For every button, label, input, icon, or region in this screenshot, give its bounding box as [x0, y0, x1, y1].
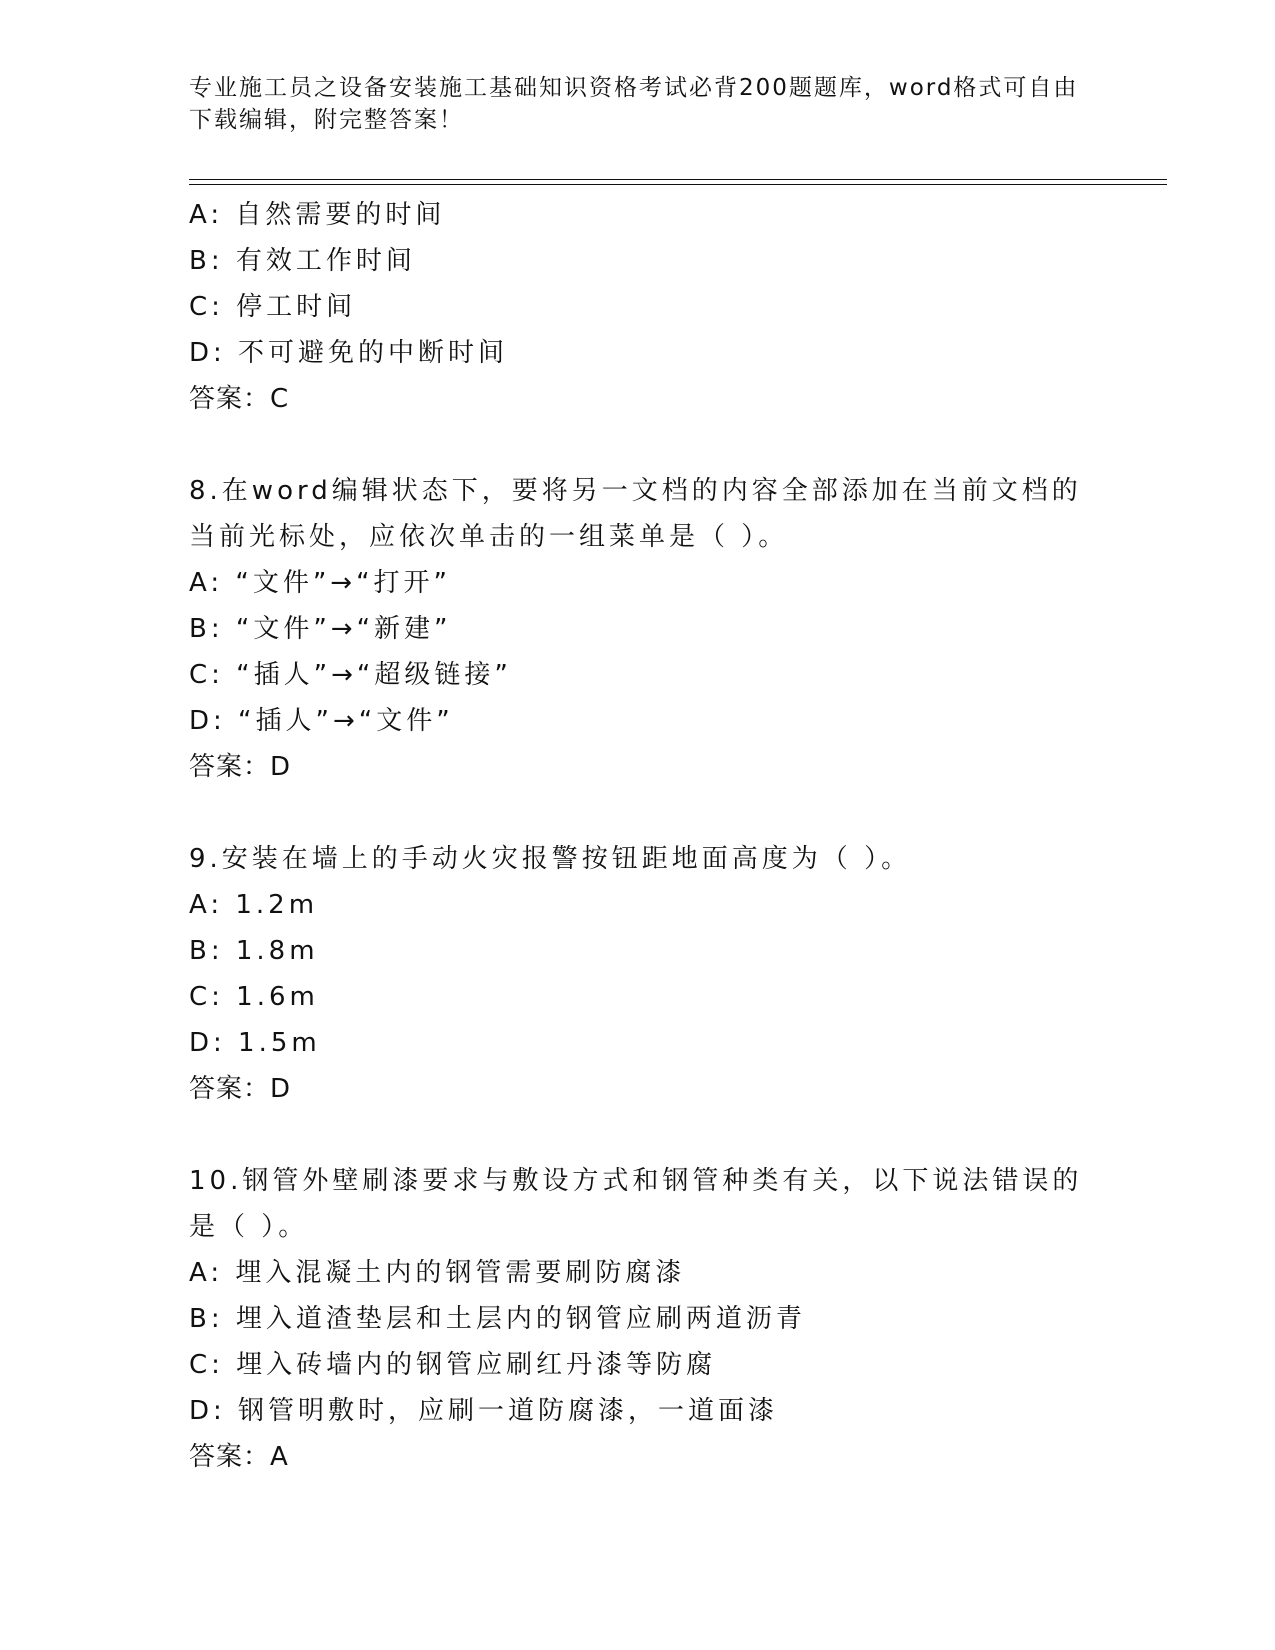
document-header: 专业施工员之设备安装施工基础知识资格考试必背200题题库，word格式可自由下载编辑，附完整答案！: [189, 75, 1079, 133]
option-b: B: 埋入道渣垫层和土层内的钢管应刷两道沥青: [189, 1304, 806, 1334]
answer: 答案：A: [189, 1442, 289, 1472]
question-9: [189, 836, 1109, 1112]
option-a: A: 1.2m: [189, 890, 319, 920]
option-a: A: “文件”→“打开”: [189, 568, 452, 598]
spacer: [189, 1112, 1109, 1158]
option-b: B: 有效工作时间: [189, 246, 416, 276]
answer: 答案：D: [189, 1074, 292, 1104]
option-b: B: “文件”→“新建”: [189, 614, 452, 644]
question-stem: 8.在word编辑状态下，要将另一文档的内容全部添加在当前文档的当前光标处，应依次单击的一组菜单是（ ）。: [189, 476, 1082, 552]
question-10: [189, 1158, 1109, 1480]
header-divider-bottom: [189, 184, 1167, 185]
question-7: [189, 192, 1109, 422]
question-8: [189, 468, 1109, 790]
answer: 答案：D: [189, 752, 292, 782]
question-stem: 10.钢管外壁刷漆要求与敷设方式和钢管种类有关，以下说法错误的是（ ）。: [189, 1166, 1083, 1242]
option-d: D: “插人”→“文件”: [189, 706, 454, 736]
option-b: B: 1.8m: [189, 936, 319, 966]
option-d: D: 1.5m: [189, 1028, 321, 1058]
option-c: C: 埋入砖墙内的钢管应刷红丹漆等防腐: [189, 1350, 717, 1380]
option-c: C: “插人”→“超级链接”: [189, 660, 512, 690]
header-divider-top: [189, 179, 1167, 180]
answer: 答案：C: [189, 384, 290, 414]
question-list: [189, 192, 1109, 1480]
spacer: [189, 790, 1109, 836]
option-d: D: 不可避免的中断时间: [189, 338, 509, 368]
option-a: A: 自然需要的时间: [189, 200, 446, 230]
spacer: [189, 422, 1109, 468]
option-c: C: 1.6m: [189, 982, 319, 1012]
option-c: C: 停工时间: [189, 292, 357, 322]
option-d: D: 钢管明敷时，应刷一道防腐漆，一道面漆: [189, 1396, 779, 1426]
option-a: A: 埋入混凝土内的钢管需要刷防腐漆: [189, 1258, 686, 1288]
question-stem: 9.安装在墙上的手动火灾报警按钮距地面高度为（ ）。: [189, 844, 912, 874]
